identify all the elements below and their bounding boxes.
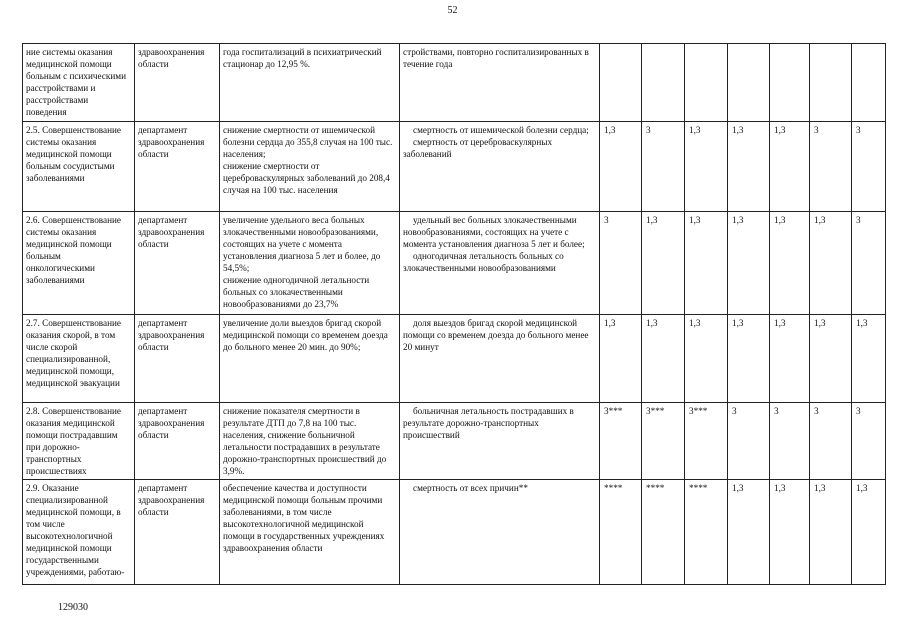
measure-name-cell: ние системы оказания медицинской помощи больным с психическими расстройствами и расстройствами поведения [23, 44, 135, 122]
value-cell: 1,3 [685, 212, 728, 315]
footer-code: 129030 [58, 602, 88, 613]
value-cell: 3 [852, 212, 886, 315]
result-cell [220, 122, 400, 212]
value-cell: 1,3 [600, 315, 642, 403]
indicator-paragraph: смертность от цереброваскулярных заболеваний [403, 137, 553, 159]
measure-name-cell: 2.8. Совершенствование оказания медицинской помощи пострадавшим при дорожно-транспортных происшествиях [23, 403, 135, 480]
value-cell [600, 44, 642, 122]
measure-name-cell: 2.5. Совершенствование системы оказания медицинской помощи больным сосудистыми заболеваниями [23, 122, 135, 212]
value-cell: 1,3 [728, 212, 770, 315]
result-cell [220, 480, 400, 585]
value-cell: 3 [600, 212, 642, 315]
table-body [23, 44, 886, 585]
value-cell: 1,3 [810, 480, 852, 585]
value-cell: 1,3 [728, 315, 770, 403]
value-cell: 3 [728, 403, 770, 480]
value-cell: 3*** [600, 403, 642, 480]
value-cell: 3 [810, 403, 852, 480]
measure-name-cell: 2.6. Совершенствование системы оказания медицинской помощи больным онкологическими заболеваниями [23, 212, 135, 315]
indicator-paragraph: доля выездов бригад скорой медицинской помощи со временем доезда до больного менее 20 минут [403, 318, 589, 352]
value-cell: **** [600, 480, 642, 585]
indicator-paragraph: одногодичная летальность больных со злокачественными новообразованиями [403, 251, 564, 273]
result-paragraph: снижение показателя смертности в результате ДТП до 7,8 на 100 тыс. населения, снижение больничной летальности пострадавших в результате дорожно-транспортных происшествий до 3,9%. [223, 406, 387, 476]
value-cell: 1,3 [600, 122, 642, 212]
page-number: 52 [447, 5, 458, 16]
value-cell: 1,3 [685, 315, 728, 403]
result-paragraph: обеспечение качества и доступности медицинской помощи больным прочими заболеваниями, в том числе высокотехнологичной медицинской помощи в государственных учреждениях здравоохранения области [223, 483, 385, 553]
responsible-cell: департамент здравоохранения области [135, 480, 220, 585]
value-cell: 1,3 [728, 122, 770, 212]
table-row [23, 122, 886, 212]
responsible-cell: департамент здравоохранения области [135, 122, 220, 212]
table-row [23, 212, 886, 315]
table-row [23, 44, 886, 122]
indicator-cell [400, 212, 600, 315]
indicator-cell [400, 122, 600, 212]
result-cell [220, 403, 400, 480]
measure-name-cell: 2.7. Совершенствование оказания скорой, в том числе скорой специализированной, медицинской помощи, медицинской эвакуации [23, 315, 135, 403]
value-cell: 1,3 [810, 212, 852, 315]
value-cell: 3 [642, 122, 685, 212]
value-cell [685, 44, 728, 122]
indicator-paragraph: удельный вес больных злокачественными новообразованиями, состоящих на учете с момента установления диагноза 5 лет и более; [403, 215, 585, 249]
value-cell [852, 44, 886, 122]
responsible-cell: департамент здравоохранения области [135, 403, 220, 480]
result-paragraph: снижение смертности от цереброваскулярных заболеваний до 208,4 случая на 100 тыс. населения [223, 161, 390, 195]
value-cell: 1,3 [770, 212, 810, 315]
responsible-cell: департамент здравоохранения области [135, 315, 220, 403]
result-cell [220, 212, 400, 315]
result-paragraph: снижение смертности от ишемической болезни сердца до 355,8 случая на 100 тыс. населения; [223, 125, 393, 159]
value-cell: 3*** [642, 403, 685, 480]
value-cell [770, 44, 810, 122]
value-cell: 3 [852, 122, 886, 212]
result-paragraph: снижение одногодичной летальности больных со злокачественными новообразованиями до 23,7% [223, 275, 370, 309]
result-cell [220, 44, 400, 122]
indicator-paragraph: стройствами, повторно госпитализированных в течение года [403, 47, 589, 69]
value-cell: 1,3 [810, 315, 852, 403]
value-cell: **** [642, 480, 685, 585]
indicator-paragraph: смертность от ишемической болезни сердца; [413, 125, 589, 135]
value-cell [810, 44, 852, 122]
indicator-cell [400, 403, 600, 480]
value-cell: 1,3 [770, 122, 810, 212]
value-cell: 1,3 [770, 480, 810, 585]
result-cell [220, 315, 400, 403]
table-row [23, 403, 886, 480]
indicator-cell [400, 315, 600, 403]
program-table [22, 43, 886, 585]
result-paragraph: года госпитализаций в психиатрический стационар до 12,95 %. [223, 47, 382, 69]
value-cell: 3 [810, 122, 852, 212]
value-cell: 3 [852, 403, 886, 480]
value-cell: 1,3 [852, 480, 886, 585]
value-cell [728, 44, 770, 122]
value-cell: 1,3 [642, 315, 685, 403]
value-cell [642, 44, 685, 122]
value-cell: 1,3 [642, 212, 685, 315]
value-cell: 1,3 [685, 122, 728, 212]
value-cell: 1,3 [852, 315, 886, 403]
value-cell: **** [685, 480, 728, 585]
indicator-cell [400, 44, 600, 122]
responsible-cell: здравоохранения области [135, 44, 220, 122]
responsible-cell: департамент здравоохранения области [135, 212, 220, 315]
indicator-cell [400, 480, 600, 585]
result-paragraph: увеличение доли выездов бригад скорой медицинской помощи со временем доезда до больного менее 20 мин. до 90%; [223, 318, 388, 352]
value-cell: 1,3 [728, 480, 770, 585]
indicator-paragraph: смертность от всех причин** [413, 483, 528, 493]
value-cell: 1,3 [770, 315, 810, 403]
result-paragraph: увеличение удельного веса больных злокачественными новообразованиями, состоящих на учете с момента установления диагноза 5 лет и более, до 54,5%; [223, 215, 381, 273]
table-row [23, 480, 886, 585]
value-cell: 3 [770, 403, 810, 480]
measure-name-cell: 2.9. Оказание специализированной медицинской помощи, в том числе высокотехнологичной медицинской помощи государственными учреждениями, работаю- [23, 480, 135, 585]
indicator-paragraph: больничная летальность пострадавших в результате дорожно-транспортных происшествий [403, 406, 574, 440]
table-row [23, 315, 886, 403]
value-cell: 3*** [685, 403, 728, 480]
